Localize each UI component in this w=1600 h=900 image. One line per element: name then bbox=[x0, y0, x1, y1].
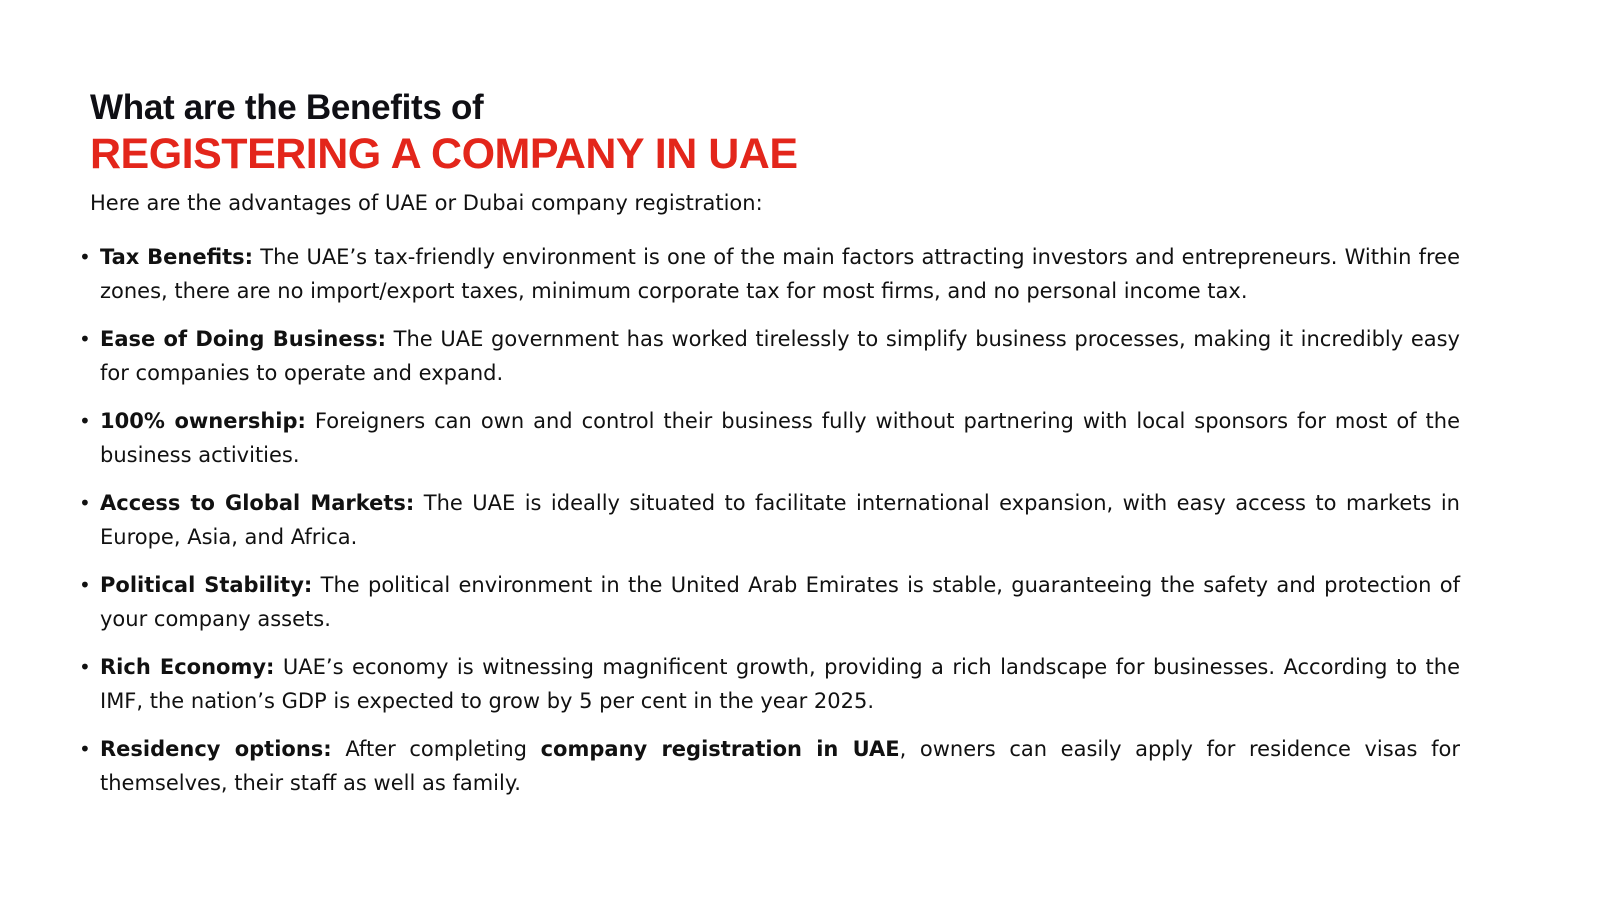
list-item-global-markets bbox=[79, 486, 1460, 554]
list-item-ease-of-business bbox=[79, 322, 1460, 390]
benefit-description: Foreigners can own and control their business fully without partnering with local sponsors for most of the business activities. bbox=[100, 409, 1460, 467]
benefit-term: 100% ownership: bbox=[100, 409, 306, 433]
benefit-description-end: , owners can easily apply for residence visas for themselves, their staff as well as family. bbox=[100, 737, 1460, 795]
benefit-description: The political environment in the United Arab Emirates is stable, guaranteeing the safety and protection of your company assets. bbox=[100, 573, 1460, 631]
benefit-term: Ease of Doing Business: bbox=[100, 327, 386, 351]
list-item-political-stability bbox=[79, 568, 1460, 636]
benefit-term: Political Stability: bbox=[100, 573, 313, 597]
benefit-description: The UAE is ideally situated to facilitate international expansion, with easy access to markets in Europe, Asia, and Africa. bbox=[100, 491, 1460, 549]
bullet-icon: • bbox=[79, 655, 91, 679]
bullet-icon: • bbox=[79, 737, 91, 761]
benefit-term: Residency options: bbox=[100, 737, 332, 761]
list-item-ownership bbox=[79, 404, 1460, 472]
benefits-list bbox=[79, 240, 1460, 800]
benefit-description: The UAE’s tax-friendly environment is one of the main factors attracting investors and entrepreneurs. Within free zones, there are no import/export taxes, minimum corporate tax for most firms, and no personal income tax. bbox=[100, 245, 1460, 303]
benefit-description: UAE’s economy is witnessing magnificent growth, providing a rich landscape for businesses. According to the IMF, the nation’s GDP is expected to grow by 5 per cent in the year 2025. bbox=[100, 655, 1460, 713]
bullet-icon: • bbox=[79, 409, 91, 433]
company-registration-emphasis: company registration in UAE bbox=[540, 737, 900, 761]
intro-text: Here are the advantages of UAE or Dubai company registration: bbox=[90, 191, 763, 215]
list-item-tax-benefits bbox=[79, 240, 1460, 308]
benefit-term: Tax Benefits: bbox=[100, 245, 254, 269]
bullet-icon: • bbox=[79, 245, 91, 269]
page-title: What are the Benefits of bbox=[90, 88, 484, 127]
list-item-residency-options bbox=[79, 732, 1460, 800]
benefits-section bbox=[79, 88, 1460, 814]
benefit-description: The UAE government has worked tirelessly to simplify business processes, making it incredibly easy for companies to operate and expand. bbox=[100, 327, 1460, 385]
benefit-term: Rich Economy: bbox=[100, 655, 275, 679]
page-subtitle-highlight: REGISTERING A COMPANY IN UAE bbox=[90, 130, 798, 178]
bullet-icon: • bbox=[79, 573, 91, 597]
list-item-rich-economy bbox=[79, 650, 1460, 718]
bullet-icon: • bbox=[79, 491, 91, 515]
bullet-icon: • bbox=[79, 327, 91, 351]
benefit-term: Access to Global Markets: bbox=[100, 491, 415, 515]
benefit-description-start: After completing bbox=[331, 737, 541, 761]
